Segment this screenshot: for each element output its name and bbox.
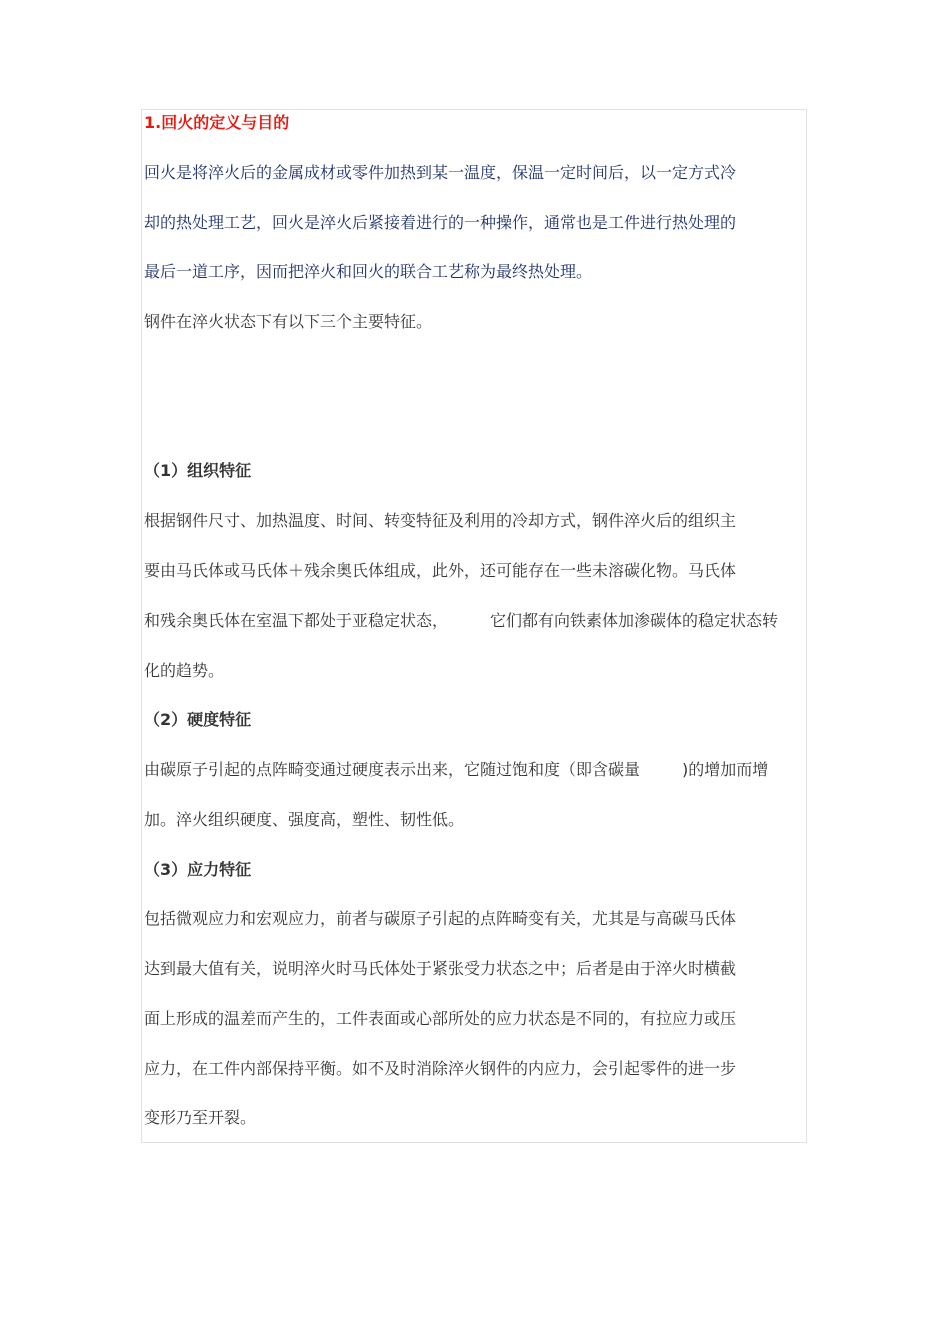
feature3-line: 包括微观应力和宏观应力，前者与碳原子引起的点阵畸变有关，尤其是与高碳马氏体 <box>144 909 737 928</box>
feature3-line: 应力，在工件内部保持平衡。如不及时消除淬火钢件的内应力，会引起零件的进一步 <box>144 1059 737 1078</box>
feature2-line <box>144 760 768 780</box>
feature1-line: 化的趋势。 <box>144 661 225 680</box>
feature3-line: 达到最大值有关，说明淬火时马氏体处于紧张受力状态之中；后者是由于淬火时横截 <box>144 959 737 978</box>
feature2-line-part: )的增加而增 <box>682 760 769 779</box>
feature1-heading: （1）组织特征 <box>144 461 252 480</box>
feature1-line-part: 它们都有向铁素体加渗碳体的稳定状态转 <box>490 611 779 630</box>
feature2-line-part: 由碳原子引起的点阵畸变通过硬度表示出来，它随过饱和度（即含碳量 <box>144 760 641 779</box>
section-title: 1.回火的定义与目的 <box>144 113 290 132</box>
intro-line: 却的热处理工艺，回火是淬火后紧接着进行的一种操作，通常也是工件进行热处理的 <box>144 213 737 232</box>
feature3-line: 变形乃至开裂。 <box>144 1108 257 1127</box>
intro-line: 回火是将淬火后的金属成材或零件加热到某一温度，保温一定时间后，以一定方式冷 <box>144 163 737 182</box>
feature3-line: 面上形成的温差而产生的，工件表面或心部所处的应力状态是不同的，有拉应力或压 <box>144 1009 737 1028</box>
feature1-line: 根据钢件尺寸、加热温度、时间、转变特征及利用的冷却方式，钢件淬火后的组织主 <box>144 511 737 530</box>
feature1-line-part: 和残余奥氏体在室温下都处于亚稳定状态， <box>144 611 449 630</box>
intro-line: 最后一道工序，因而把淬火和回火的联合工艺称为最终热处理。 <box>144 262 593 281</box>
feature2-heading: （2）硬度特征 <box>144 710 252 729</box>
features-intro: 钢件在淬火状态下有以下三个主要特征。 <box>144 312 433 331</box>
feature1-line: 要由马氏体或马氏体＋残余奥氏体组成，此外，还可能存在一些未溶碳化物。马氏体 <box>144 561 737 580</box>
feature1-line <box>144 611 778 631</box>
feature3-heading: （3）应力特征 <box>144 860 252 879</box>
feature2-line: 加。淬火组织硬度、强度高，塑性、韧性低。 <box>144 810 465 829</box>
